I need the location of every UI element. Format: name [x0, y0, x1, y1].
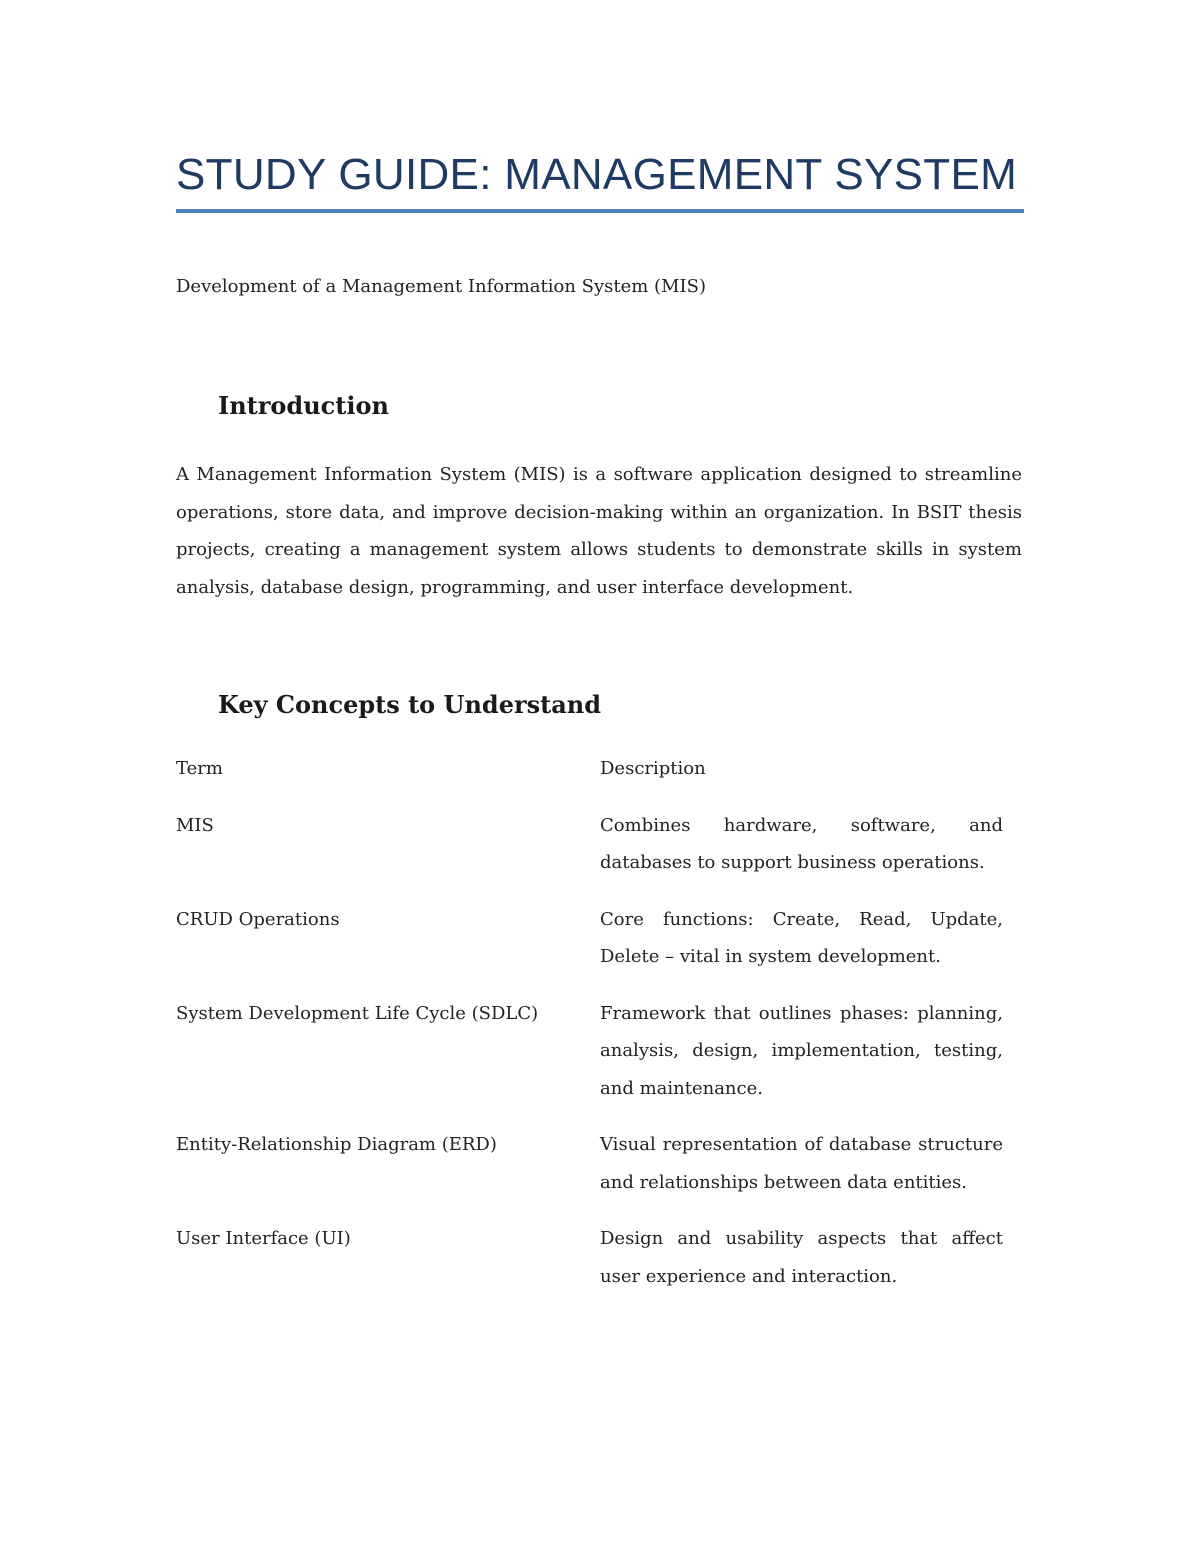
term-cell: CRUD Operations: [176, 908, 340, 930]
description-column-header: Description: [600, 758, 706, 779]
term-cell: Entity-Relationship Diagram (ERD): [176, 1134, 497, 1155]
title-underline-rule: [176, 209, 1024, 213]
description-cell: Framework that outlines phases: planning, analysis, design, implementation, testing, and maintenance.: [600, 1002, 1003, 1099]
description-cell: Combines hardware, software, and databases to support business operations.: [600, 814, 1003, 873]
introduction-paragraph: A Management Information System (MIS) is a software application designed to streamline operations, store data, and improve decision-making within an organization. In BSIT thesis projects, creating a management system allows students to demonstrate skills in system analysis, database design, programming, and user interface development.: [176, 464, 1022, 599]
table-row: [176, 1126, 1004, 1201]
table-row: [176, 995, 1004, 1108]
document-title: STUDY GUIDE: MANAGEMENT SYSTEM: [176, 150, 1018, 199]
term-cell: MIS: [176, 814, 214, 836]
table-row: [176, 901, 1004, 976]
key-concepts-heading: Key Concepts to Understand: [218, 690, 601, 719]
description-cell: Visual representation of database structure and relationships between data entities.: [600, 1134, 1003, 1193]
term-cell: User Interface (UI): [176, 1228, 351, 1249]
table-header-row: [176, 750, 1004, 788]
document-subtitle: Development of a Management Information System (MIS): [176, 276, 706, 297]
introduction-heading: Introduction: [218, 391, 389, 420]
term-column-header: Term: [176, 758, 223, 779]
description-cell: Core functions: Create, Read, Update, Delete – vital in system development.: [600, 908, 1003, 967]
term-cell: System Development Life Cycle (SDLC): [176, 1002, 539, 1024]
description-cell: Design and usability aspects that affect user experience and interaction.: [600, 1228, 1003, 1287]
table-row: [176, 807, 1004, 882]
table-row: [176, 1220, 1004, 1295]
key-concepts-table: [176, 750, 1004, 1314]
